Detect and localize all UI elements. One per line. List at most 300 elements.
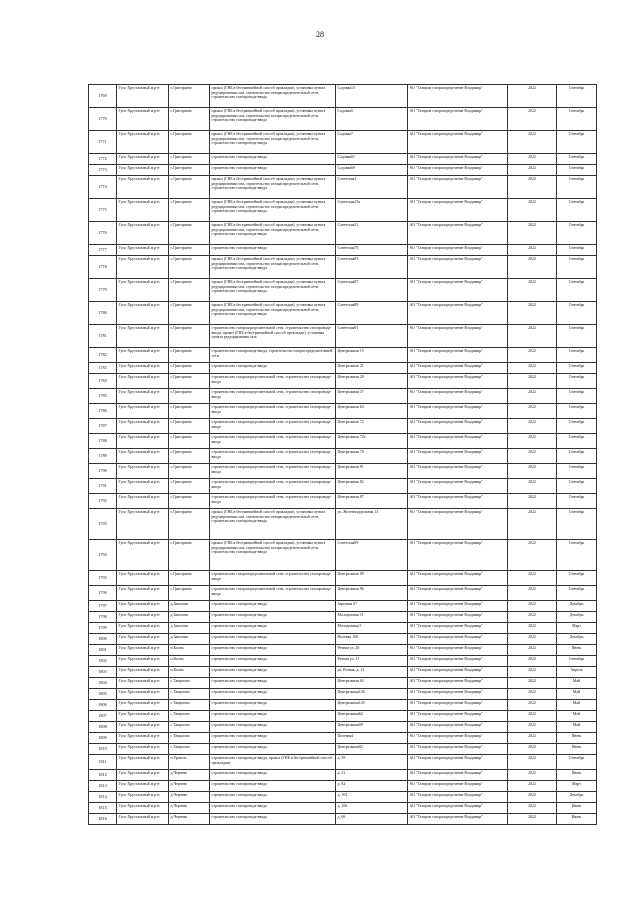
month-cell: Сентябрь — [557, 389, 597, 404]
organization-cell: АО "Газпром газораспределение Владимир" — [408, 389, 508, 404]
month-cell: Сентябрь — [557, 245, 597, 256]
settlement-cell: д.Заколпье — [169, 612, 210, 623]
district-cell: Гусь-Хрустальный м.р-н — [117, 131, 169, 154]
row-number: 1816 — [89, 814, 117, 825]
row-number: 1770 — [89, 108, 117, 131]
district-cell: Гусь-Хрустальный м.р-н — [117, 85, 169, 108]
table-row — [89, 363, 597, 374]
month-cell: Сентябрь — [557, 656, 597, 667]
row-number: 1800 — [89, 634, 117, 645]
district-cell: Гусь-Хрустальный м.р-н — [117, 256, 169, 279]
year-cell: 2022 — [508, 744, 557, 755]
row-number: 1787 — [89, 419, 117, 434]
year-cell: 2022 — [508, 601, 557, 612]
table-row — [89, 509, 597, 540]
settlement-cell: с.Тащилово — [169, 711, 210, 722]
organization-cell: АО "Газпром газораспределение Владимир" — [408, 176, 508, 199]
address-cell: д. 106 — [336, 803, 408, 814]
table-row — [89, 612, 597, 623]
year-cell: 2022 — [508, 85, 557, 108]
address-cell: Центральная 72 — [336, 419, 408, 434]
work-description-cell: строительство газопровода-ввода — [210, 770, 336, 781]
row-number: 1803 — [89, 667, 117, 678]
row-number: 1779 — [89, 279, 117, 302]
district-cell: Гусь-Хрустальный м.р-н — [117, 667, 169, 678]
row-number: 1806 — [89, 700, 117, 711]
work-description-cell: строительство газораспределительной сети, строительство газопровода-ввода — [210, 464, 336, 479]
month-cell: Сентябрь — [557, 222, 597, 245]
settlement-cell: с.Григорьево — [169, 108, 210, 131]
district-cell: Гусь-Хрустальный м.р-н — [117, 348, 169, 363]
row-number: 1776 — [89, 222, 117, 245]
settlement-cell: п.Уршель — [169, 755, 210, 770]
address-cell: Центральная 37 — [336, 389, 408, 404]
organization-cell: АО "Газпром газораспределение Владимир" — [408, 755, 508, 770]
district-cell: Гусь-Хрустальный м.р-н — [117, 165, 169, 176]
month-cell: Сентябрь — [557, 176, 597, 199]
organization-cell: АО "Газпром газораспределение Владимир" — [408, 509, 508, 540]
year-cell: 2022 — [508, 656, 557, 667]
organization-cell: АО "Газпром газораспределение Владимир" — [408, 586, 508, 601]
table-row — [89, 131, 597, 154]
year-cell: 2022 — [508, 256, 557, 279]
year-cell: 2022 — [508, 494, 557, 509]
row-number: 1781 — [89, 325, 117, 348]
work-description-cell: прокол (ГНБ в бестраншейной способ прокладки), установка пункта редуцирования газа, строительство газораспределительной сети, строительство газопровода-ввода — [210, 131, 336, 154]
settlement-cell: с.Григорьево — [169, 245, 210, 256]
settlement-cell: с.Григорьево — [169, 176, 210, 199]
work-description-cell: прокол (ГНБ в бестраншейной способ прокладки), установка пункта редуцирования газа, строительство газораспределительной сети, строительство газопровода-ввода — [210, 509, 336, 540]
address-cell: Садовая81 — [336, 154, 408, 165]
address-cell: Советская1 — [336, 176, 408, 199]
organization-cell: АО "Газпром газораспределение Владимир" — [408, 792, 508, 803]
organization-cell: АО "Газпром газораспределение Владимир" — [408, 363, 508, 374]
organization-cell: АО "Газпром газораспределение Владимир" — [408, 711, 508, 722]
address-cell: Полевая 100 — [336, 634, 408, 645]
settlement-cell: д.Чернево — [169, 814, 210, 825]
work-description-cell: строительство газопровода-ввода — [210, 601, 336, 612]
year-cell: 2022 — [508, 348, 557, 363]
year-cell: 2022 — [508, 419, 557, 434]
address-cell: Заречная 67 — [336, 601, 408, 612]
organization-cell: АО "Газпром газораспределение Владимир" — [408, 165, 508, 176]
work-description-cell: строительство газораспределительной сети, строительство газопровода-ввода — [210, 571, 336, 586]
year-cell: 2022 — [508, 176, 557, 199]
organization-cell: АО "Газпром газораспределение Владимир" — [408, 612, 508, 623]
work-description-cell: строительство газопровода-ввода — [210, 722, 336, 733]
table-row — [89, 404, 597, 419]
table-row — [89, 325, 597, 348]
registry-table — [88, 84, 597, 825]
address-cell: Центральная 72а — [336, 434, 408, 449]
month-cell: Сентябрь — [557, 199, 597, 222]
row-number: 1799 — [89, 623, 117, 634]
month-cell: Сентябрь — [557, 154, 597, 165]
month-cell: Май — [557, 689, 597, 700]
month-cell: Сентябрь — [557, 279, 597, 302]
year-cell: 2022 — [508, 770, 557, 781]
address-cell: Центральная129 — [336, 700, 408, 711]
district-cell: Гусь-Хрустальный м.р-н — [117, 479, 169, 494]
settlement-cell: с.Григорьево — [169, 199, 210, 222]
month-cell: Июнь — [557, 733, 597, 744]
district-cell: Гусь-Хрустальный м.р-н — [117, 586, 169, 601]
year-cell: 2022 — [508, 645, 557, 656]
year-cell: 2022 — [508, 540, 557, 571]
month-cell: Сентябрь — [557, 108, 597, 131]
organization-cell: АО "Газпром газораспределение Владимир" — [408, 256, 508, 279]
organization-cell: АО "Газпром газораспределение Владимир" — [408, 494, 508, 509]
table-row — [89, 479, 597, 494]
address-cell: Центральная 87 — [336, 494, 408, 509]
district-cell: Гусь-Хрустальный м.р-н — [117, 601, 169, 612]
address-cell: Садовая7 — [336, 131, 408, 154]
district-cell: Гусь-Хрустальный м.р-н — [117, 733, 169, 744]
address-cell: Советская79 — [336, 245, 408, 256]
table-row — [89, 711, 597, 722]
table-row — [89, 154, 597, 165]
year-cell: 2022 — [508, 509, 557, 540]
organization-cell: АО "Газпром газораспределение Владимир" — [408, 279, 508, 302]
row-number: 1798 — [89, 612, 117, 623]
address-cell: ул. Железнодорожная 13 — [336, 509, 408, 540]
row-number: 1775 — [89, 199, 117, 222]
month-cell: Сентябрь — [557, 363, 597, 374]
table-row — [89, 434, 597, 449]
district-cell: Гусь-Хрустальный м.р-н — [117, 571, 169, 586]
settlement-cell: с.Григорьево — [169, 571, 210, 586]
address-cell: д. 82 — [336, 781, 408, 792]
address-cell: Молодежная 5 — [336, 623, 408, 634]
organization-cell: АО "Газпром газораспределение Владимир" — [408, 770, 508, 781]
month-cell: Март — [557, 623, 597, 634]
settlement-cell: с.Григорьево — [169, 479, 210, 494]
district-cell: Гусь-Хрустальный м.р-н — [117, 792, 169, 803]
year-cell: 2022 — [508, 612, 557, 623]
organization-cell: АО "Газпром газораспределение Владимир" — [408, 571, 508, 586]
settlement-cell: с.Тащилово — [169, 744, 210, 755]
address-cell: Советская51 — [336, 222, 408, 245]
work-description-cell: строительство газопровода-ввода — [210, 781, 336, 792]
row-number: 1785 — [89, 389, 117, 404]
month-cell: Май — [557, 700, 597, 711]
row-number: 1796 — [89, 586, 117, 601]
district-cell: Гусь-Хрустальный м.р-н — [117, 656, 169, 667]
organization-cell: АО "Газпром газораспределение Владимир" — [408, 623, 508, 634]
table-row — [89, 256, 597, 279]
organization-cell: АО "Газпром газораспределение Владимир" — [408, 325, 508, 348]
month-cell: Сентябрь — [557, 755, 597, 770]
work-description-cell: строительство газораспределительной сети, строительство газопровода-ввода — [210, 434, 336, 449]
table-row — [89, 645, 597, 656]
organization-cell: АО "Газпром газораспределение Владимир" — [408, 689, 508, 700]
settlement-cell: с.Григорьево — [169, 404, 210, 419]
organization-cell: АО "Газпром газораспределение Владимир" — [408, 199, 508, 222]
work-description-cell: строительство газопровода-ввода — [210, 667, 336, 678]
settlement-cell: с.Григорьево — [169, 131, 210, 154]
settlement-cell: с.Григорьево — [169, 154, 210, 165]
address-cell: д. 51 — [336, 770, 408, 781]
district-cell: Гусь-Хрустальный м.р-н — [117, 755, 169, 770]
year-cell: 2022 — [508, 374, 557, 389]
table-row — [89, 601, 597, 612]
organization-cell: АО "Газпром газораспределение Владимир" — [408, 733, 508, 744]
district-cell: Гусь-Хрустальный м.р-н — [117, 781, 169, 792]
registry-table-wrap — [88, 84, 596, 825]
work-description-cell: строительство газопровода-ввода — [210, 711, 336, 722]
page-number: 28 — [316, 30, 324, 39]
table-row — [89, 108, 597, 131]
year-cell: 2022 — [508, 363, 557, 374]
table-row — [89, 689, 597, 700]
work-description-cell: строительство газопровода-ввода — [210, 744, 336, 755]
organization-cell: АО "Газпром газораспределение Владимир" — [408, 108, 508, 131]
settlement-cell: п.Колпь — [169, 645, 210, 656]
organization-cell: АО "Газпром газораспределение Владимир" — [408, 449, 508, 464]
district-cell: Гусь-Хрустальный м.р-н — [117, 108, 169, 131]
year-cell: 2022 — [508, 792, 557, 803]
settlement-cell: с.Григорьево — [169, 222, 210, 245]
organization-cell: АО "Газпром газораспределение Владимир" — [408, 222, 508, 245]
work-description-cell: строительство газопровода-ввода — [210, 645, 336, 656]
table-row — [89, 494, 597, 509]
address-cell: Советская83 — [336, 256, 408, 279]
month-cell: Декабрь — [557, 612, 597, 623]
year-cell: 2022 — [508, 449, 557, 464]
organization-cell: АО "Газпром газораспределение Владимир" — [408, 700, 508, 711]
address-cell: Центральная82 — [336, 744, 408, 755]
row-number: 1807 — [89, 711, 117, 722]
table-row — [89, 199, 597, 222]
organization-cell: АО "Газпром газораспределение Владимир" — [408, 419, 508, 434]
organization-cell: АО "Газпром газораспределение Владимир" — [408, 464, 508, 479]
table-row — [89, 176, 597, 199]
row-number: 1784 — [89, 374, 117, 389]
settlement-cell: с.Тащилово — [169, 678, 210, 689]
address-cell: Советская89 — [336, 302, 408, 325]
district-cell: Гусь-Хрустальный м.р-н — [117, 645, 169, 656]
work-description-cell: прокол (ГНБ в бестраншейной способ прокладки), установка пункта редуцирования газа, строительство газораспределительной сети, строительство газопровода-ввода — [210, 199, 336, 222]
settlement-cell: с.Григорьево — [169, 363, 210, 374]
table-row — [89, 733, 597, 744]
address-cell: Речная ул, 31 — [336, 656, 408, 667]
district-cell: Гусь-Хрустальный м.р-н — [117, 744, 169, 755]
work-description-cell: строительство газораспределительной сети, строительство газопровода-ввода, прокол (ГНБ в бестраншейной способ прокладки), установка пункта редуцирования газа — [210, 325, 336, 348]
month-cell: Сентябрь — [557, 540, 597, 571]
settlement-cell: с.Григорьево — [169, 165, 210, 176]
month-cell: Сентябрь — [557, 374, 597, 389]
organization-cell: АО "Газпром газораспределение Владимир" — [408, 656, 508, 667]
year-cell: 2022 — [508, 434, 557, 449]
table-row — [89, 700, 597, 711]
organization-cell: АО "Газпром газораспределение Владимир" — [408, 404, 508, 419]
table-row — [89, 419, 597, 434]
year-cell: 2022 — [508, 131, 557, 154]
address-cell: Центральная 29 — [336, 374, 408, 389]
organization-cell: АО "Газпром газораспределение Владимир" — [408, 678, 508, 689]
settlement-cell: д.Заколпье — [169, 601, 210, 612]
row-number: 1801 — [89, 645, 117, 656]
row-number: 1782 — [89, 348, 117, 363]
year-cell: 2022 — [508, 464, 557, 479]
district-cell: Гусь-Хрустальный м.р-н — [117, 711, 169, 722]
address-cell: Советская87 — [336, 279, 408, 302]
table-row — [89, 770, 597, 781]
work-description-cell: строительство газопровода-ввода — [210, 814, 336, 825]
table-row — [89, 302, 597, 325]
year-cell: 2022 — [508, 814, 557, 825]
organization-cell: АО "Газпром газораспределение Владимир" — [408, 744, 508, 755]
district-cell: Гусь-Хрустальный м.р-н — [117, 612, 169, 623]
year-cell: 2022 — [508, 389, 557, 404]
table-row — [89, 449, 597, 464]
district-cell: Гусь-Хрустальный м.р-н — [117, 419, 169, 434]
month-cell: Июнь — [557, 645, 597, 656]
row-number: 1815 — [89, 803, 117, 814]
table-row — [89, 389, 597, 404]
month-cell: Сентябрь — [557, 494, 597, 509]
settlement-cell: с.Григорьево — [169, 325, 210, 348]
month-cell: Сентябрь — [557, 509, 597, 540]
row-number: 1805 — [89, 689, 117, 700]
table-row — [89, 279, 597, 302]
row-number: 1794 — [89, 540, 117, 571]
work-description-cell: строительство газопровода-ввода — [210, 245, 336, 256]
organization-cell: АО "Газпром газораспределение Владимир" — [408, 601, 508, 612]
year-cell: 2022 — [508, 755, 557, 770]
table-row — [89, 781, 597, 792]
address-cell: Центральная 78 — [336, 449, 408, 464]
work-description-cell: прокол (ГНБ в бестраншейной способ прокладки), установка пункта редуцирования газа, строительство газораспределительной сети, строительство газопровода-ввода — [210, 279, 336, 302]
table-row — [89, 222, 597, 245]
work-description-cell: строительство газораспределительной сети, строительство газопровода-ввода — [210, 449, 336, 464]
district-cell: Гусь-Хрустальный м.р-н — [117, 634, 169, 645]
address-cell: Центральная 82 — [336, 479, 408, 494]
month-cell: Декабрь — [557, 601, 597, 612]
district-cell: Гусь-Хрустальный м.р-н — [117, 700, 169, 711]
month-cell: Декабрь — [557, 634, 597, 645]
organization-cell: АО "Газпром газораспределение Владимир" — [408, 154, 508, 165]
address-cell: Центральная 63 — [336, 404, 408, 419]
year-cell: 2022 — [508, 667, 557, 678]
address-cell: Центральная 96 — [336, 586, 408, 601]
row-number: 1808 — [89, 722, 117, 733]
district-cell: Гусь-Хрустальный м.р-н — [117, 302, 169, 325]
work-description-cell: строительство газопровода-ввода — [210, 733, 336, 744]
row-number: 1802 — [89, 656, 117, 667]
work-description-cell: строительство газопровода-ввода — [210, 634, 336, 645]
row-number: 1786 — [89, 404, 117, 419]
district-cell: Гусь-Хрустальный м.р-н — [117, 722, 169, 733]
month-cell: Сентябрь — [557, 404, 597, 419]
work-description-cell: строительство газопровода-ввода — [210, 154, 336, 165]
work-description-cell: строительство газопровода-ввода — [210, 623, 336, 634]
address-cell: Центральная 15 — [336, 348, 408, 363]
organization-cell: АО "Газпром газораспределение Владимир" — [408, 645, 508, 656]
row-number: 1792 — [89, 494, 117, 509]
work-description-cell: строительство газопровода-ввода — [210, 678, 336, 689]
address-cell: Центральная99 — [336, 722, 408, 733]
settlement-cell: с.Григорьево — [169, 389, 210, 404]
year-cell: 2022 — [508, 733, 557, 744]
month-cell: Сентябрь — [557, 256, 597, 279]
address-cell: Центральная126 — [336, 689, 408, 700]
month-cell: Июнь — [557, 803, 597, 814]
table-row — [89, 678, 597, 689]
month-cell: Апрель — [557, 667, 597, 678]
district-cell: Гусь-Хрустальный м.р-н — [117, 363, 169, 374]
table-row — [89, 374, 597, 389]
row-number: 1783 — [89, 363, 117, 374]
year-cell: 2022 — [508, 700, 557, 711]
table-row — [89, 634, 597, 645]
organization-cell: АО "Газпром газораспределение Владимир" — [408, 131, 508, 154]
row-number: 1812 — [89, 770, 117, 781]
address-cell: ул. Речная, д. 12 — [336, 667, 408, 678]
month-cell: Май — [557, 711, 597, 722]
table-row — [89, 744, 597, 755]
row-number: 1793 — [89, 509, 117, 540]
table-row — [89, 464, 597, 479]
organization-cell: АО "Газпром газораспределение Владимир" — [408, 245, 508, 256]
district-cell: Гусь-Хрустальный м.р-н — [117, 374, 169, 389]
year-cell: 2022 — [508, 165, 557, 176]
year-cell: 2022 — [508, 199, 557, 222]
work-description-cell: прокол (ГНБ в бестраншейной способ прокладки), установка пункта редуцирования газа, строительство газораспределительной сети, строительство газопровода-ввода — [210, 85, 336, 108]
district-cell: Гусь-Хрустальный м.р-н — [117, 623, 169, 634]
row-number: 1797 — [89, 601, 117, 612]
table-row — [89, 348, 597, 363]
row-number: 1773 — [89, 165, 117, 176]
work-description-cell: строительство газопровода-ввода — [210, 612, 336, 623]
organization-cell: АО "Газпром газораспределение Владимир" — [408, 781, 508, 792]
settlement-cell: д.Заколпье — [169, 623, 210, 634]
year-cell: 2022 — [508, 245, 557, 256]
district-cell: Гусь-Хрустальный м.р-н — [117, 199, 169, 222]
district-cell: Гусь-Хрустальный м.р-н — [117, 770, 169, 781]
district-cell: Гусь-Хрустальный м.р-н — [117, 678, 169, 689]
table-row — [89, 667, 597, 678]
address-cell: Центральная 89 — [336, 571, 408, 586]
address-cell: Молодежная 31 — [336, 612, 408, 623]
district-cell: Гусь-Хрустальный м.р-н — [117, 279, 169, 302]
address-cell: Садовая13 — [336, 85, 408, 108]
year-cell: 2022 — [508, 781, 557, 792]
work-description-cell: строительство газопровода-ввода — [210, 689, 336, 700]
year-cell: 2022 — [508, 689, 557, 700]
month-cell: Май — [557, 678, 597, 689]
table-row — [89, 814, 597, 825]
row-number: 1777 — [89, 245, 117, 256]
year-cell: 2022 — [508, 586, 557, 601]
address-cell: Центральная62 — [336, 711, 408, 722]
district-cell: Гусь-Хрустальный м.р-н — [117, 434, 169, 449]
row-number: 1772 — [89, 154, 117, 165]
settlement-cell: д.Чернево — [169, 792, 210, 803]
organization-cell: АО "Газпром газораспределение Владимир" — [408, 348, 508, 363]
month-cell: Май — [557, 722, 597, 733]
settlement-cell: с.Тащилово — [169, 689, 210, 700]
organization-cell: АО "Газпром газораспределение Владимир" — [408, 540, 508, 571]
settlement-cell: с.Григорьево — [169, 374, 210, 389]
settlement-cell: д.Чернево — [169, 781, 210, 792]
district-cell: Гусь-Хрустальный м.р-н — [117, 689, 169, 700]
table-row — [89, 540, 597, 571]
organization-cell: АО "Газпром газораспределение Владимир" — [408, 479, 508, 494]
table-row — [89, 792, 597, 803]
organization-cell: АО "Газпром газораспределение Владимир" — [408, 667, 508, 678]
settlement-cell: с.Григорьево — [169, 509, 210, 540]
